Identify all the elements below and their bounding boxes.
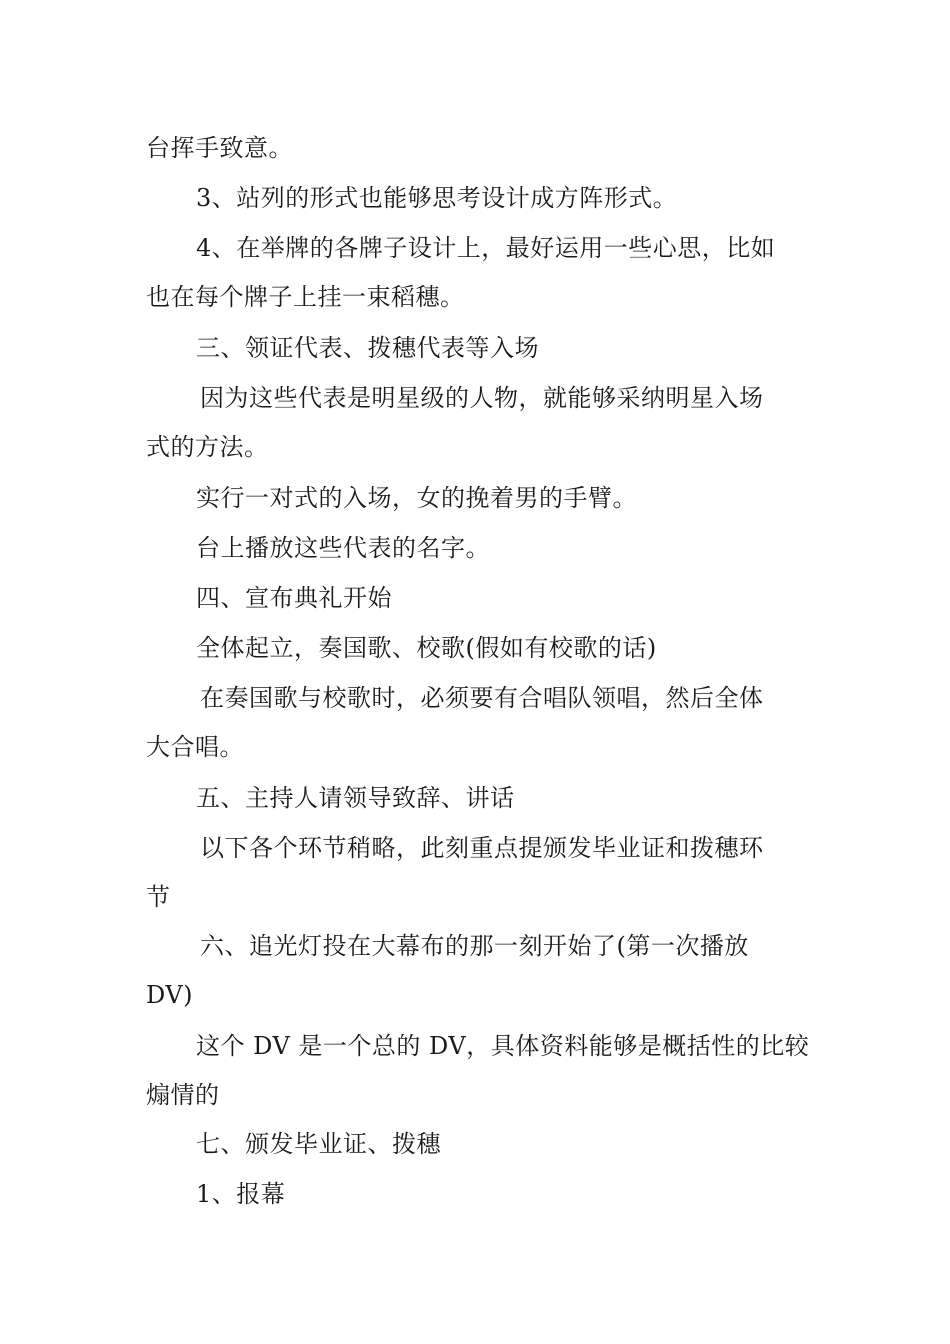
text-line: 台上播放这些代表的名字。 xyxy=(196,534,490,562)
paragraph xyxy=(146,224,816,322)
paragraph xyxy=(146,674,816,772)
paragraph xyxy=(146,1170,816,1219)
text-line: 五、主持人请领导致辞、讲话 xyxy=(196,784,515,812)
text-line: 六、追光灯投在大幕布的那一刻开始了(第一次播放 xyxy=(200,932,749,960)
paragraph xyxy=(146,524,816,573)
text-line: 也在每个牌子上挂一束稻穗。 xyxy=(146,283,465,311)
paragraph xyxy=(146,324,816,373)
text-line: 台挥手致意。 xyxy=(146,134,293,162)
text-line: 三、领证代表、拨穗代表等入场 xyxy=(196,334,539,362)
paragraph xyxy=(146,374,816,472)
paragraph xyxy=(146,624,816,673)
text-line: DV) xyxy=(146,981,194,1009)
paragraph xyxy=(146,774,816,823)
paragraph xyxy=(146,1120,816,1169)
text-line: 以下各个环节稍略，此刻重点提颁发毕业证和拨穗环 xyxy=(200,834,764,862)
paragraph xyxy=(146,474,816,523)
paragraph xyxy=(146,1022,816,1120)
text-line: 煽情的 xyxy=(146,1081,220,1109)
paragraph xyxy=(146,824,816,922)
paragraph xyxy=(146,124,816,173)
text-line: 全体起立，奏国歌、校歌(假如有校歌的话) xyxy=(196,634,657,662)
text-line: 四、宣布典礼开始 xyxy=(196,584,392,612)
text-line: 式的方法。 xyxy=(146,433,269,461)
text-line: 1、报幕 xyxy=(196,1180,286,1208)
text-line: 在奏国歌与校歌时，必须要有合唱队领唱，然后全体 xyxy=(200,684,764,712)
text-line: 大合唱。 xyxy=(146,733,244,761)
paragraph xyxy=(146,574,816,623)
text-line: 实行一对式的入场，女的挽着男的手臂。 xyxy=(196,484,637,512)
paragraph xyxy=(146,174,816,223)
text-line: 4、在举牌的各牌子设计上，最好运用一些心思，比如 xyxy=(196,234,776,262)
text-line: 节 xyxy=(146,883,171,911)
text-line: 3、站列的形式也能够思考设计成方阵形式。 xyxy=(196,184,678,212)
text-line: 七、颁发毕业证、拨穗 xyxy=(196,1130,441,1158)
text-line: 这个 DV 是一个总的 DV，具体资料能够是概括性的比较 xyxy=(196,1032,810,1060)
text-line: 因为这些代表是明星级的人物，就能够采纳明星入场 xyxy=(200,384,764,412)
paragraph xyxy=(146,922,816,1020)
